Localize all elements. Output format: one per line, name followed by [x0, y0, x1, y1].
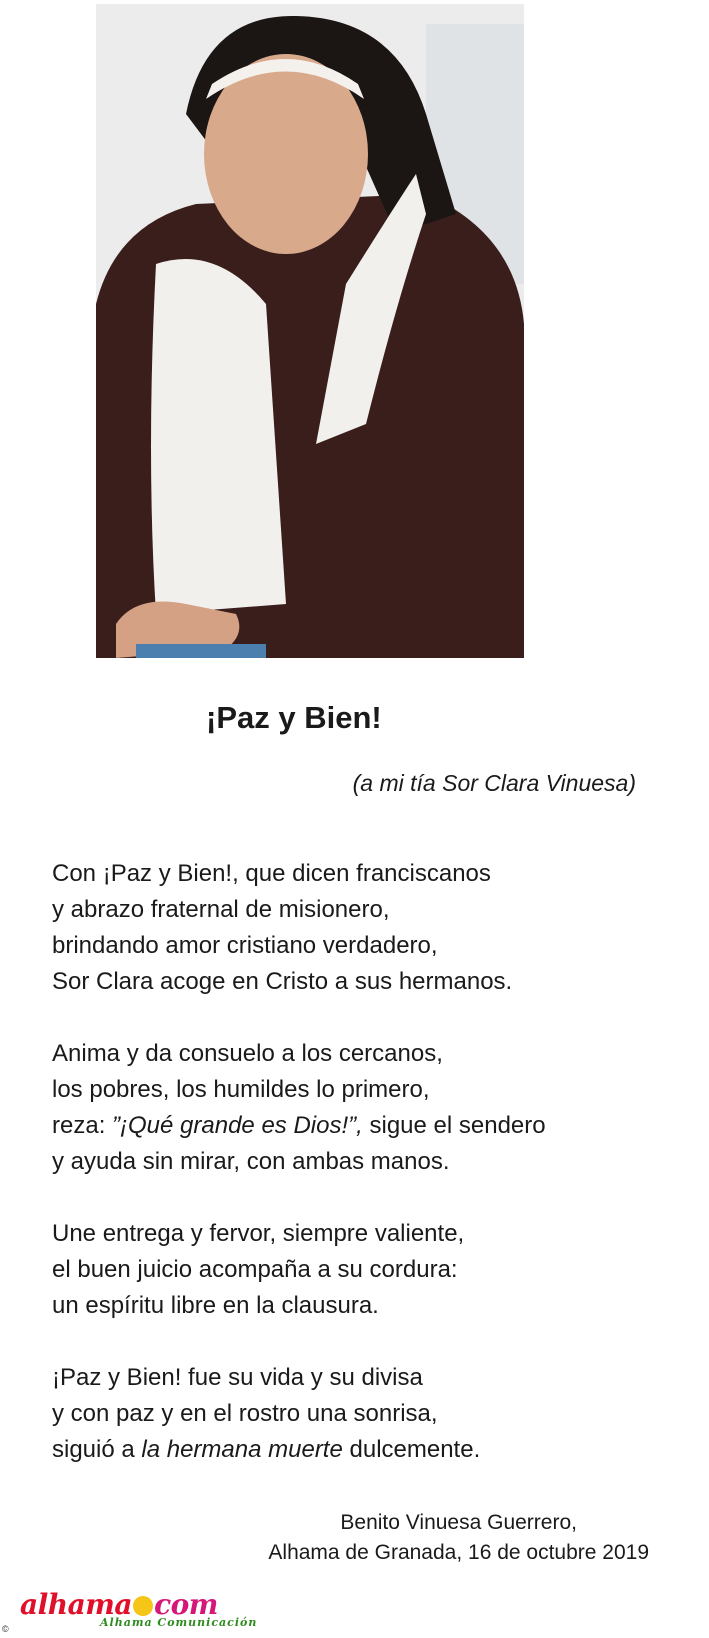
- alhama-logo[interactable]: [20, 1588, 258, 1630]
- signature: [268, 1508, 649, 1568]
- poem-stanza: [52, 1360, 546, 1468]
- logo-part2: com: [154, 1588, 218, 1621]
- poem-line: Anima y da consuelo a los cercanos,: [52, 1040, 443, 1067]
- poem-stanza: [52, 856, 546, 1000]
- poem-line: el buen juicio acompaña a su cordura:: [52, 1256, 458, 1283]
- poem-line: reza: ”¡Qué grande es Dios!”, sigue el sendero: [52, 1112, 546, 1139]
- place-date: Alhama de Granada, 16 de octubre 2019: [268, 1541, 649, 1564]
- dedication: (a mi tía Sor Clara Vinuesa): [352, 770, 636, 796]
- poem-line: Con ¡Paz y Bien!, que dicen franciscanos: [52, 860, 491, 887]
- poem-line: Une entrega y fervor, siempre valiente,: [52, 1220, 465, 1247]
- poem-stanza: [52, 1036, 546, 1180]
- poem-title: ¡Paz y Bien!: [206, 700, 382, 735]
- poem-line: y ayuda sin mirar, con ambas manos.: [52, 1148, 450, 1175]
- poem-body: [52, 856, 546, 1504]
- poem-line: y con paz y en el rostro una sonrisa,: [52, 1400, 438, 1427]
- poem-line: ¡Paz y Bien! fue su vida y su divisa: [52, 1364, 423, 1391]
- logo-sun-icon: [133, 1596, 153, 1616]
- poem-line: los pobres, los humildes lo primero,: [52, 1076, 430, 1103]
- poem-line: y abrazo fraternal de misionero,: [52, 896, 390, 923]
- copyright-mark: ©: [2, 1624, 9, 1634]
- author-name: Benito Vinuesa Guerrero,: [340, 1511, 577, 1534]
- poem-line: un espíritu libre en la clausura.: [52, 1292, 379, 1319]
- logo-subtitle: Alhama Comunicación: [100, 1616, 258, 1629]
- logo-part1: alhama: [20, 1588, 133, 1621]
- poem-stanza: [52, 1216, 546, 1324]
- portrait-photo: [96, 4, 524, 658]
- poem-line: Sor Clara acoge en Cristo a sus hermanos.: [52, 968, 513, 995]
- poem-line: siguió a la hermana muerte dulcemente.: [52, 1436, 481, 1463]
- poem-line: brindando amor cristiano verdadero,: [52, 932, 438, 959]
